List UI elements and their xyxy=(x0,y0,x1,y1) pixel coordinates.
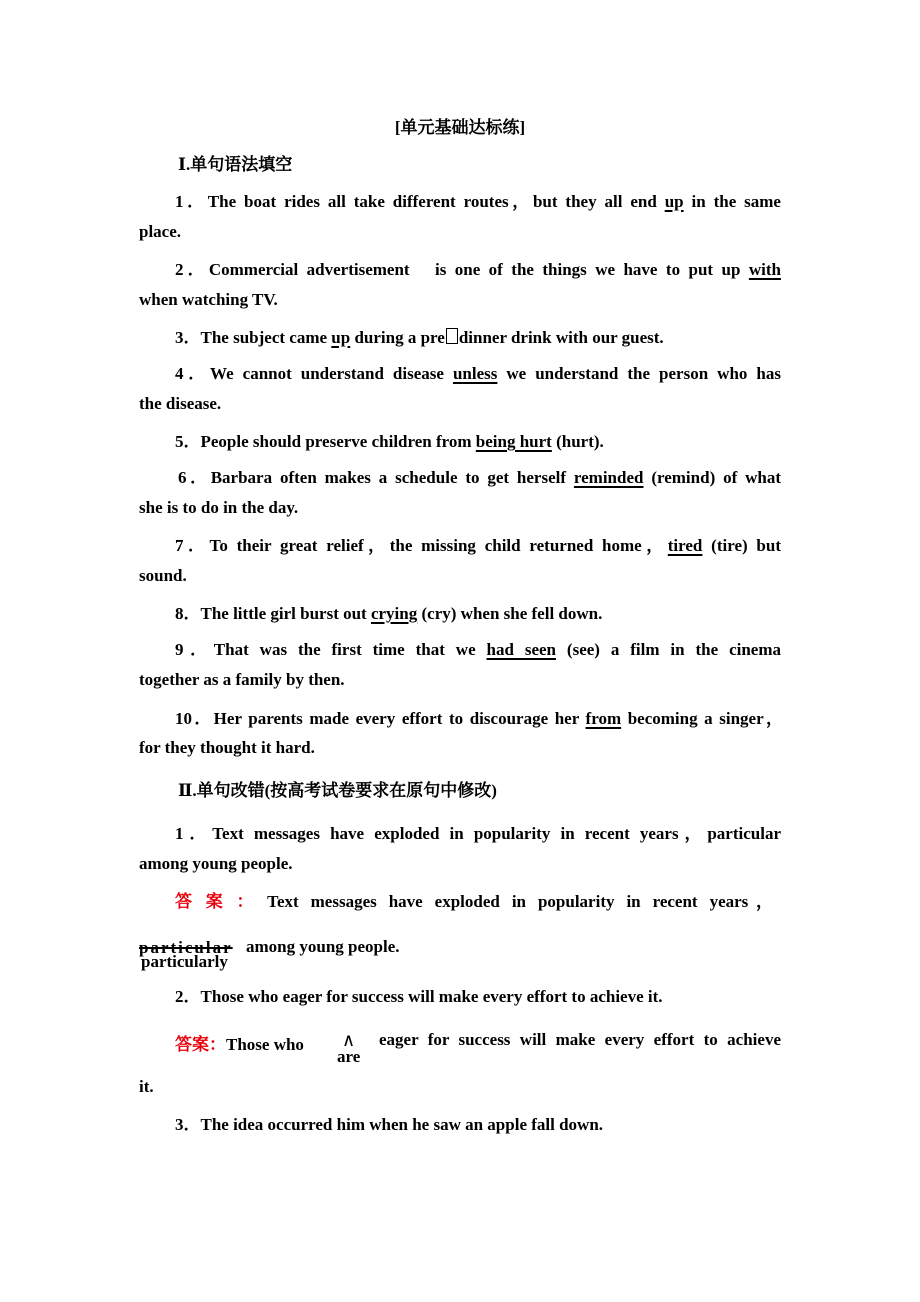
question-4-line-2: the disease. xyxy=(139,394,222,413)
question-3-line-1: 3．The subject came up during a pre dinner drink with our guest. xyxy=(175,328,664,347)
answer-blank: had seen xyxy=(486,640,557,659)
correction-1-answer-line: 答案：Text messages have exploded in popularity in recent years， xyxy=(175,892,773,911)
answer-label: 答案： xyxy=(175,892,268,911)
correction-2-answer-part-2: eager for success will make every effort to achieve xyxy=(379,1030,781,1049)
struck-word: particular xyxy=(139,938,233,957)
answer-blank: from xyxy=(585,709,622,728)
answer-blank: crying xyxy=(370,604,418,623)
correction-3-question: 3．The idea occurred him when he saw an apple fall down. xyxy=(175,1115,604,1134)
question-8-line-1: 8．The little girl burst out crying (cry) when she fell down. xyxy=(175,604,603,623)
correction-2-question: 2．Those who eager for success will make every effort to achieve it. xyxy=(175,987,663,1006)
answer-blank: being hurt xyxy=(475,432,552,451)
question-9-line-1: 9．That was the first time that we had seen (see) a film in the cinema xyxy=(175,640,781,659)
answer-blank: unless xyxy=(452,364,498,383)
question-4-line-1: 4．We cannot understand disease unless we understand the person who has xyxy=(175,364,781,383)
page-title: [单元基础达标练] xyxy=(394,118,526,137)
answer-blank: up xyxy=(331,328,351,347)
missing-glyph-box xyxy=(446,328,458,344)
question-1-line-2: place. xyxy=(139,222,182,241)
question-6-line-1: 6．Barbara often makes a schedule to get herself reminded (remind) of what xyxy=(178,468,782,487)
question-7-line-1: 7．To their great relief，the missing child returned home，tired (tire) but xyxy=(175,536,781,555)
question-10-line-1: 10．Her parents made every effort to discourage her from becoming a singer， xyxy=(175,709,783,728)
question-7-line-2: sound. xyxy=(139,566,187,585)
question-2-line-2: when watching TV. xyxy=(139,290,278,309)
answer-label: 答案： xyxy=(175,1035,226,1054)
correction-word: particularly xyxy=(141,952,228,971)
answer-blank: tired xyxy=(667,536,703,555)
correction-word: are xyxy=(337,1047,361,1066)
question-5-line-1: 5．People should preserve children from being hurt (hurt). xyxy=(175,432,604,451)
section-heading-grammar-fill: Ⅰ.单句语法填空 xyxy=(178,155,293,174)
answer-blank: with xyxy=(748,260,781,279)
answer-blank: up xyxy=(664,192,684,211)
answer-blank: reminded xyxy=(573,468,644,487)
question-1-line-1: 1．The boat rides all take different routes，but they all end up in the same xyxy=(175,192,781,211)
question-9-line-2: together as a family by then. xyxy=(139,670,345,689)
question-2-line-1: 2．Commercial advertisement is one of the things we have to put up with xyxy=(175,260,781,279)
correction-2-answer-line-2: it. xyxy=(139,1077,154,1096)
insertion-caret-icon: ∧ xyxy=(342,1030,356,1050)
question-10-line-2: for they thought it hard. xyxy=(139,738,315,757)
correction-1-question-line-1: 1．Text messages have exploded in popularity in recent years，particular xyxy=(175,824,781,843)
question-6-line-2: she is to do in the day. xyxy=(139,498,299,517)
correction-1-question-line-2: among young people. xyxy=(139,854,293,873)
correction-2-answer-part-1: 答案：Those who xyxy=(175,1035,304,1054)
correction-1-answer-tail: among young people. xyxy=(246,937,400,956)
section-heading-error-correction: Ⅱ.单句改错(按高考试卷要求在原句中修改) xyxy=(178,781,497,800)
